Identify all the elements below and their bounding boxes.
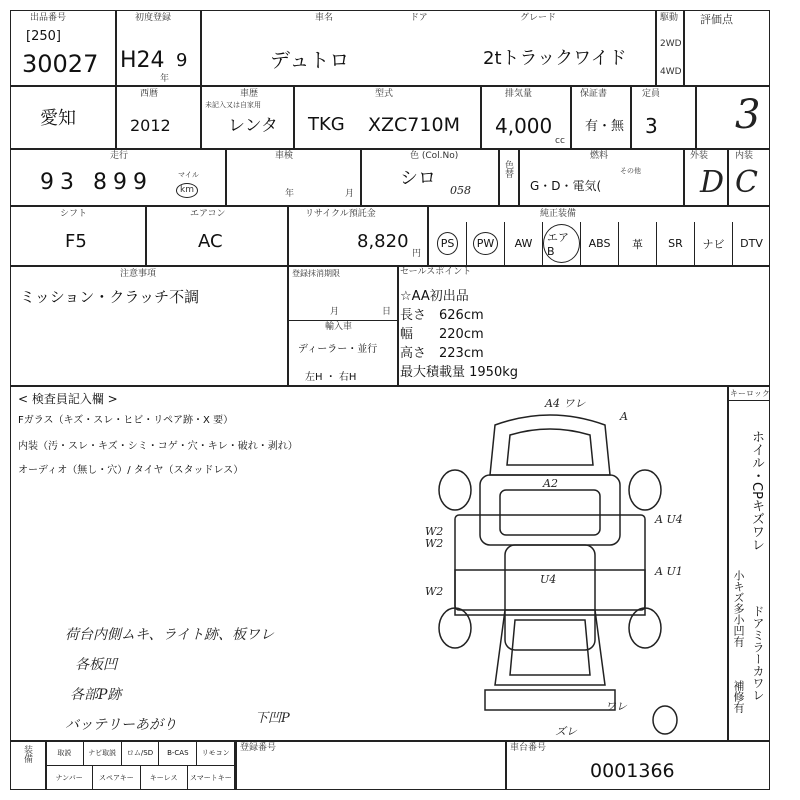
color-label: 色 (Col.No) (410, 151, 459, 161)
wheel-front-right (629, 470, 661, 510)
col-divider (518, 148, 520, 205)
side-note-2: 小キズ多小凹有 (732, 570, 745, 647)
cab-roof (500, 490, 600, 535)
hand-note-2: 各板凹 (75, 657, 117, 673)
vehicle-diagram (425, 395, 683, 740)
col-divider (287, 205, 289, 265)
equip-label: SR (668, 237, 683, 250)
equip-item (580, 222, 618, 265)
inspector-label: < 検査員記入欄 > (18, 392, 118, 406)
reg-no-label: 登録番号 (240, 743, 277, 753)
side-note-4: 補修有 (732, 680, 745, 713)
col-divider (145, 205, 147, 265)
damage-mark: A4 ワレ (545, 397, 586, 410)
cc-label: 排気量 (505, 89, 533, 99)
footer-item: ナンバー (46, 766, 93, 790)
ext-label: 外装 (690, 151, 709, 161)
wheel-front-left (439, 470, 471, 510)
notes-label: 注意事項 (120, 269, 157, 279)
col-divider (655, 10, 657, 85)
damage-mark: ズレ (555, 725, 577, 738)
sales-line: 高さ 223cm (400, 346, 484, 361)
row-divider (10, 205, 770, 207)
col-divider (360, 148, 362, 205)
rear-window (510, 620, 590, 675)
fuel: G・D・電気( (530, 179, 602, 193)
col-divider (505, 740, 507, 790)
color-change: 色替 (503, 160, 513, 178)
year-label: 西暦 (140, 89, 159, 99)
notes-text: ミッション・クラッチ不調 (20, 288, 200, 306)
equip-label: 革 (632, 237, 643, 251)
row-divider (727, 400, 770, 401)
col-divider (727, 148, 729, 205)
col-divider (200, 10, 202, 85)
dealer: ディーラー・並行 (298, 344, 378, 355)
sales-label: セールスポイント (400, 267, 472, 277)
col-divider (225, 148, 227, 205)
row-divider (287, 320, 397, 321)
footer-item: ナビ取説 (84, 741, 122, 765)
fuel-other: その他 (620, 167, 641, 175)
equip-item (504, 222, 542, 265)
shift-label: シフト (60, 209, 88, 219)
equip-label: PW (473, 232, 499, 255)
rear-body (495, 610, 605, 685)
cc-unit: cc (555, 136, 565, 146)
handle: 左H ・ 右H (305, 372, 357, 383)
inspection-label: 車検 (275, 151, 294, 161)
first-reg-year: H24 (120, 48, 165, 73)
int-score: C (735, 165, 758, 200)
sales-line: 幅 220cm (400, 327, 484, 342)
col-divider (570, 85, 572, 148)
seats: 3 (645, 114, 658, 138)
use-sub: 未記入又は自家用 (205, 101, 261, 109)
footer-item: リモコン (197, 741, 235, 765)
sales-points (400, 285, 518, 380)
seats-label: 定員 (642, 89, 661, 99)
footer-item: B-CAS (159, 741, 197, 765)
col-divider (498, 148, 500, 205)
model-prefix: TKG (308, 114, 345, 135)
sales-line: 最大積載量 1950kg (400, 365, 518, 380)
equip-label: AW (514, 237, 533, 250)
import-label: 輸入車 (325, 322, 353, 332)
footer-items-row1 (46, 741, 235, 765)
drive-label: 駆動 (660, 13, 679, 23)
col-divider (397, 265, 399, 385)
hand-note-4: バッテリーあがり (65, 717, 177, 733)
cab-outline (490, 415, 610, 475)
sales-line: ☆AA初出品 (400, 289, 469, 304)
col-divider (727, 385, 729, 740)
windshield (507, 429, 593, 465)
year-mark: 年 (160, 74, 170, 84)
recycle: 8,820 (357, 231, 409, 252)
equipment-row (428, 222, 770, 265)
footer-item: 取説 (46, 741, 84, 765)
hand-note-5: 下凹P (255, 711, 290, 726)
footer-item: キーレス (141, 766, 188, 790)
col-divider (287, 265, 289, 385)
drive-4wd: 4WD (660, 67, 682, 77)
damage-mark: U4 (540, 573, 557, 586)
damage-mark: A2 (543, 477, 558, 490)
bed-center (505, 545, 595, 650)
row-divider (10, 265, 770, 267)
row-divider (10, 85, 770, 87)
auction-no-label: 出品番号 (30, 13, 67, 23)
row-divider (10, 148, 695, 150)
use-label: 車歴 (240, 89, 259, 99)
color: シロ (400, 168, 436, 189)
col-divider (683, 10, 685, 85)
auction-number: 30027 (22, 50, 99, 78)
mileage-unit-mile: マイル (178, 171, 199, 179)
ac: AC (198, 231, 223, 252)
month-mark-2: 月 (345, 189, 355, 199)
reg-deadline-label: 登録抹消期限 (292, 269, 340, 278)
score-label: 評価点 (700, 13, 733, 26)
keylock-label: キーロック (730, 389, 770, 398)
col-divider (480, 85, 482, 148)
inspector-interior: 内装（汚・スレ・キズ・シミ・コゲ・穴・キレ・破れ・剥れ） (18, 441, 298, 452)
shaken: 有・無 (585, 119, 625, 134)
equip-label: ABS (588, 237, 611, 250)
row-divider (10, 385, 770, 387)
color-no: 058 (450, 184, 471, 197)
footer-label: 装備 (22, 745, 32, 763)
side-note-3: ドアミラーカワレ (751, 605, 765, 701)
col-divider (115, 10, 117, 85)
col-divider (115, 85, 117, 148)
inspector-glass: Fガラス（キズ・スレ・ヒビ・リペア跡・X 要） (18, 415, 234, 426)
damage-mark: W2 (425, 537, 444, 550)
equip-item (732, 222, 770, 265)
equip-item (466, 222, 504, 265)
reg-day: 日 (382, 307, 392, 317)
int-label: 内装 (735, 151, 754, 161)
drive-2wd: 2WD (660, 39, 682, 49)
chassis-label: 車台番号 (510, 743, 547, 753)
recycle-label: リサイクル預託金 (305, 209, 376, 219)
equip-label: DTV (740, 237, 763, 250)
damage-mark: W2 (425, 585, 444, 598)
door-label: ドア (410, 13, 428, 23)
use: レンタ (228, 116, 278, 136)
region: 愛知 (40, 108, 76, 129)
damage-mark: ワレ (605, 700, 627, 713)
reg-month: 月 (330, 307, 340, 317)
row-divider (695, 148, 770, 150)
hand-note-3: 各部P跡 (70, 687, 122, 703)
year-mark-2: 年 (285, 189, 295, 199)
col-divider (200, 85, 202, 148)
footer-items-row2 (46, 766, 235, 790)
first-reg-label: 初度登録 (135, 13, 172, 23)
score: 3 (735, 92, 761, 138)
equip-item (542, 222, 580, 265)
spare-wheel (653, 706, 677, 734)
sales-line: 長さ 626cm (400, 308, 484, 323)
footer-item: スペアキー (93, 766, 140, 790)
footer-item: スマートキー (188, 766, 235, 790)
grade: 2tトラックワイド (483, 48, 627, 69)
model: XZC710M (368, 114, 460, 136)
damage-mark: W2 (425, 525, 444, 538)
recycle-unit: 円 (412, 249, 422, 259)
fuel-label: 燃料 (590, 151, 609, 161)
car-name-label: 車名 (315, 13, 334, 23)
auction-prefix: [250] (26, 29, 61, 44)
equip-label: ナビ (702, 237, 725, 251)
equip-label: エアB (543, 224, 580, 263)
rear-bumper (485, 690, 615, 710)
col-divider (235, 740, 237, 790)
equip-item (618, 222, 656, 265)
equip-label: 純正装備 (540, 209, 577, 219)
bed-front (455, 515, 645, 610)
inspector-audio: オーディオ（無し・穴）/ タイヤ（スタッドレス） (18, 465, 244, 476)
equip-item (694, 222, 732, 265)
grade-label: グレード (520, 13, 557, 23)
shift: F5 (65, 231, 87, 252)
first-reg-month: 9 (176, 50, 188, 71)
side-note-1: ホイル・CPキズワレ (749, 430, 764, 551)
damage-mark: A U4 (655, 513, 683, 526)
footer-item: ロム/SD (122, 741, 160, 765)
equip-item (428, 222, 466, 265)
cc: 4,000 (495, 114, 553, 138)
year: 2012 (130, 116, 171, 135)
hand-note-1: 荷台内側ムキ、ライト跡、板ワレ (65, 627, 275, 643)
col-divider (293, 85, 295, 148)
damage-mark: A (620, 410, 628, 423)
shaken-label: 保証書 (580, 89, 608, 99)
equip-label: PS (437, 232, 459, 255)
mileage: 93 899 (40, 170, 153, 195)
damage-mark: A U1 (655, 565, 683, 578)
car-name: デュトロ (270, 48, 350, 72)
col-divider (630, 85, 632, 148)
col-divider (695, 85, 697, 148)
mileage-unit-km: km (176, 183, 198, 198)
ac-label: エアコン (190, 209, 226, 219)
ext-score: D (700, 165, 725, 200)
chassis-number: 0001366 (590, 760, 675, 782)
model-label: 型式 (375, 89, 394, 99)
equip-item (656, 222, 694, 265)
col-divider (683, 148, 685, 205)
mileage-label: 走行 (110, 151, 129, 161)
